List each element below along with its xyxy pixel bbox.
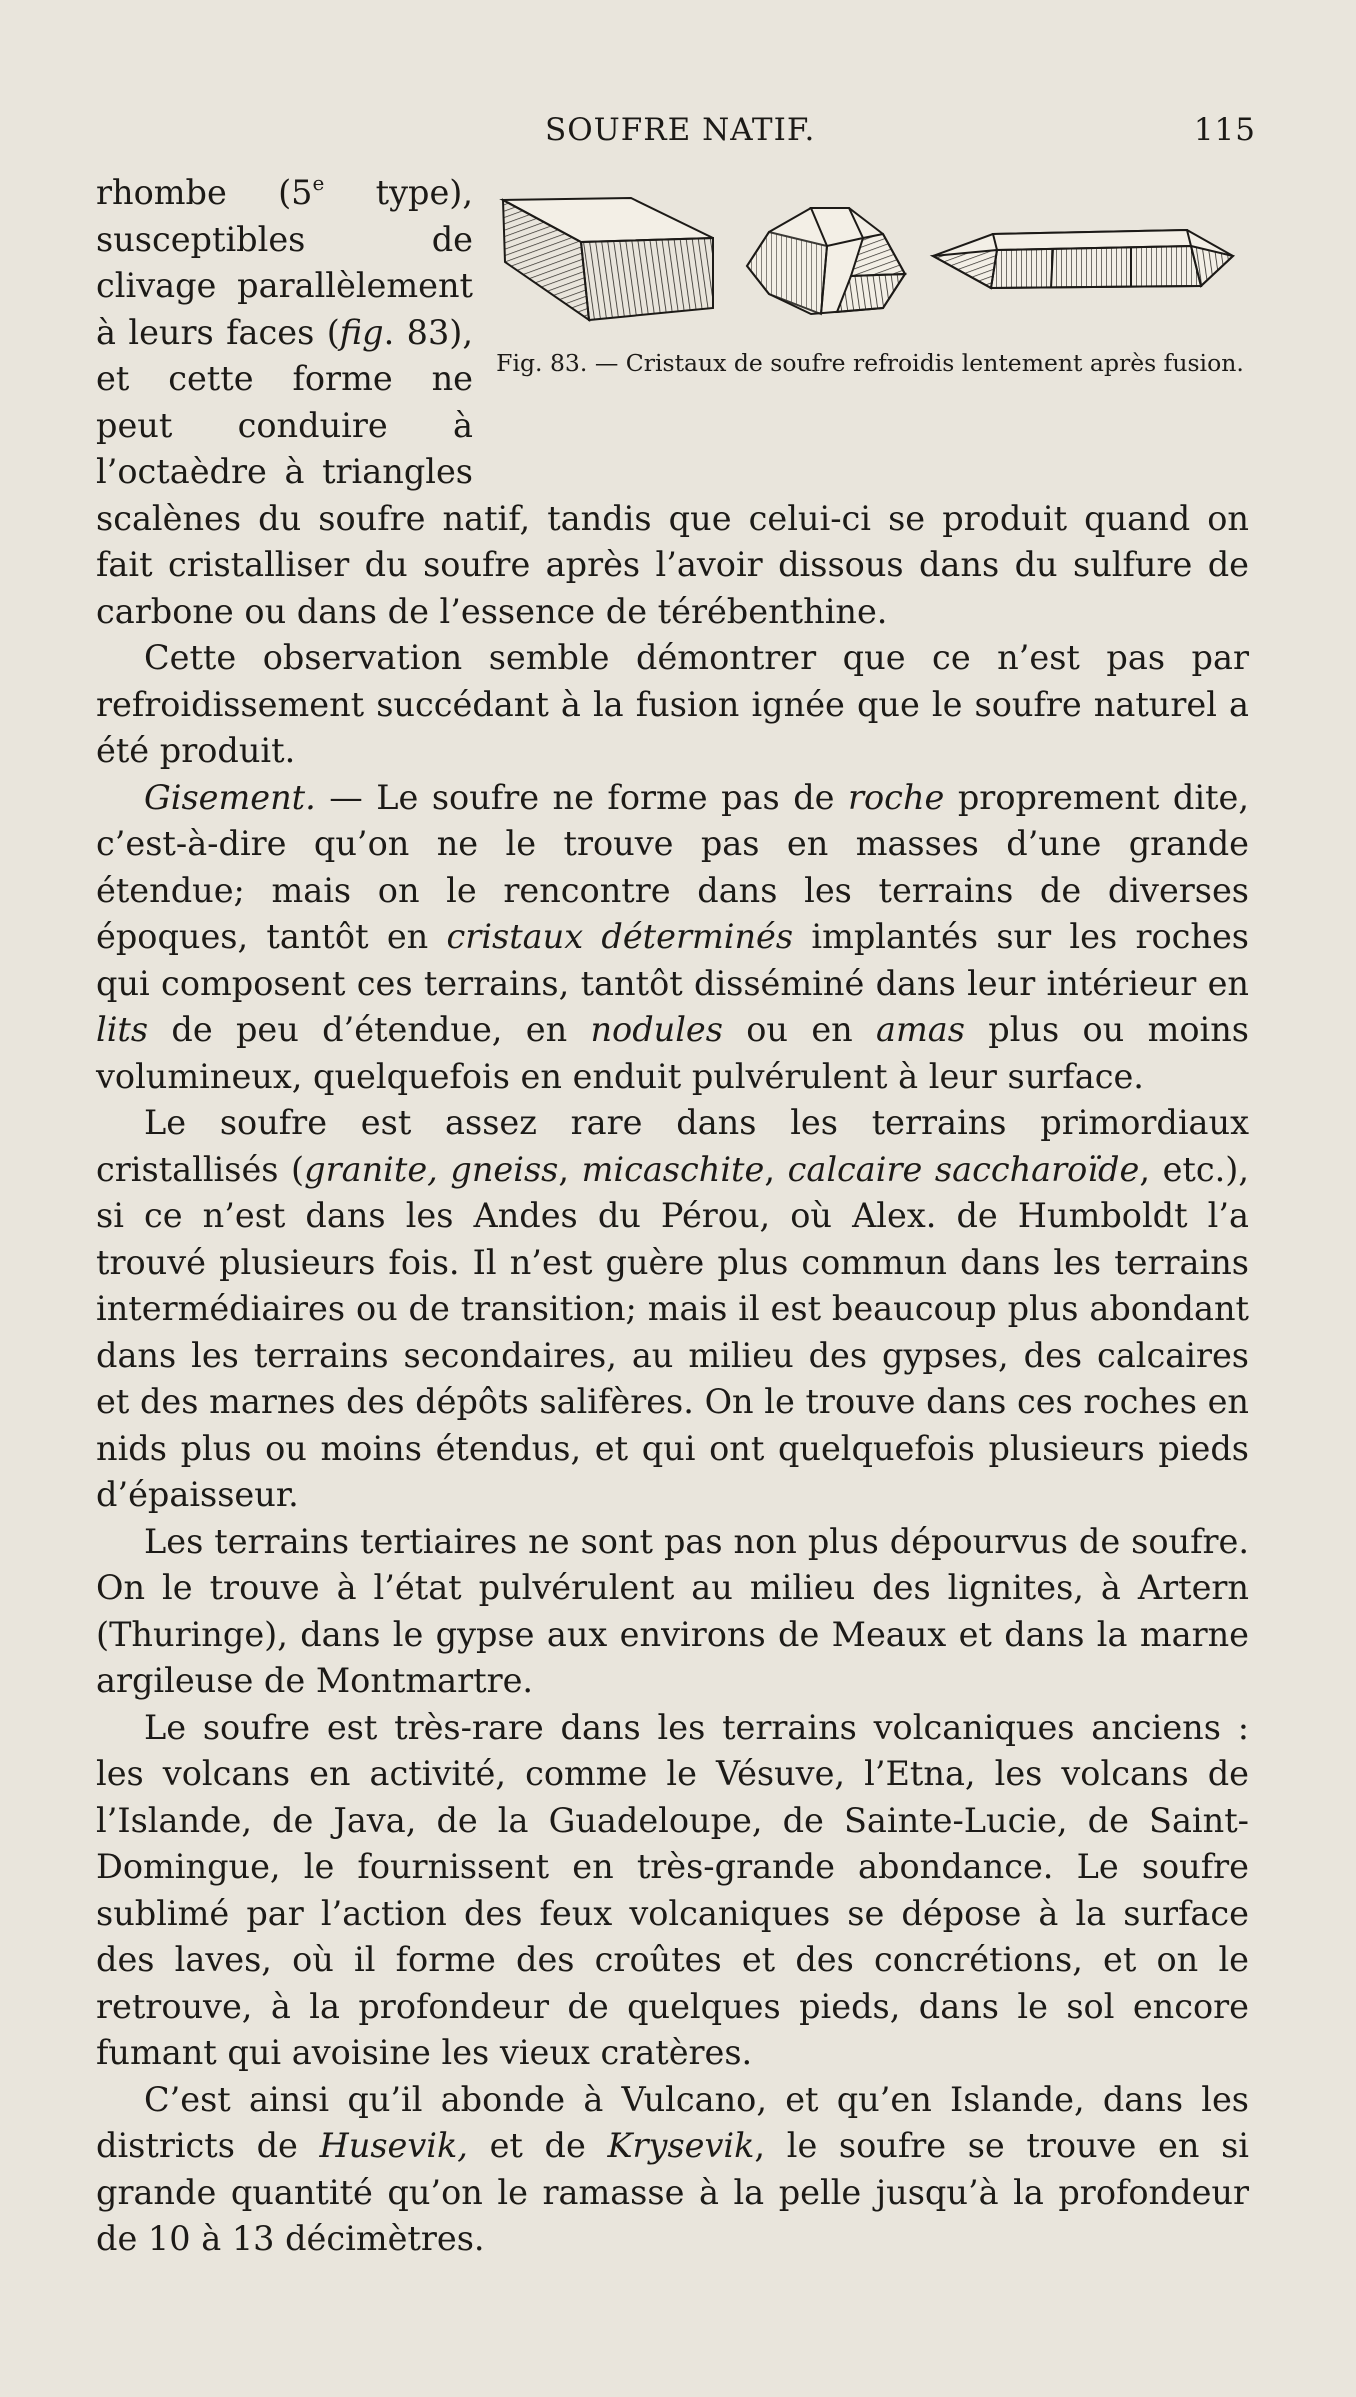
figure-caption: Fig. 83. — Cristaux de soufre refroidis lentement après fusion. <box>496 349 1244 377</box>
text-run: , etc.), si ce n’est dans les Andes du Pérou, où Alex. de Humboldt l’a trouvé plusieurs fois. Il n’est guère plus commun dans les terrains intermédiaires ou de transition; mais il est beaucoup plus abondant dans les terrains secondaires, au milieu des gypses, des calcaires et des marnes des dépôts salifères. On le trouve dans ces roches en nids plus ou moins étendus, et qui ont quelquefois plusieurs pieds d’épaisseur. <box>96 1149 1249 1514</box>
text-run: C’est ainsi qu’il abonde à Vulcano, et qu’en Islande, dans les districts de <box>96 2079 1249 2165</box>
text-run: implantés sur les roches qui composent ces terrains, tantôt disséminé dans leur intérieur en <box>96 917 1249 1003</box>
paragraphs <box>96 170 1249 2263</box>
italic-term: Krysevik <box>607 2126 755 2165</box>
text-run: Les terrains tertiaires ne sont pas non plus dépourvus de soufre. On le trouve à l’état pulvérulent au milieu des lignites, à Artern (Thuringe), dans le gypse aux environs de Meaux et dans la marne argileuse de Montmartre. <box>96 1521 1249 1700</box>
paragraph <box>96 2077 1249 2263</box>
sulfur-crystals-illustration <box>491 190 1249 340</box>
italic-term: cristaux déterminés <box>446 917 794 956</box>
text-run: , <box>558 1149 582 1189</box>
text-run: , le soufre se trouve en si grande quantité qu’on le ramasse à la pelle jusqu’à la profondeur de 10 à 13 décimètres. <box>96 2126 1249 2258</box>
figure-83 <box>491 190 1249 450</box>
italic-term: fig <box>339 312 384 352</box>
paragraph <box>96 1100 1249 1519</box>
text-run: proprement dite, c’est-à-dire qu’on ne le trouve pas en masses d’une grande étendue; mais on le rencontre dans les terrains de diverses époques, tantôt en <box>96 777 1249 956</box>
body-text <box>96 170 1249 2263</box>
text-run: ou en <box>722 1010 877 1049</box>
text-run: — Le soufre ne forme pas de <box>315 777 848 817</box>
paragraph <box>96 635 1249 775</box>
italic-term: calcaire saccharoïde <box>787 1149 1140 1189</box>
italic-term: nodules <box>590 1010 723 1049</box>
italic-term: amas <box>876 1010 965 1049</box>
paragraph <box>96 1705 1249 2077</box>
text-run: type), susceptibles de clivage parallèlement à leurs faces ( <box>96 173 474 352</box>
italic-term: roche <box>848 777 945 817</box>
text-run: Cette observation semble démontrer que ce n’est pas par refroidissement succédant à la fusion ignée que le soufre naturel a été produit. <box>96 638 1249 770</box>
text-run: . 83), et cette forme ne peut conduire à l’octaèdre à triangles scalènes du soufre natif, tandis que celui-ci se produit quand on fait cristalliser du soufre après l’avoir dissous dans du sulfure de carbone ou dans de l’essence de térébenthine. <box>96 312 1249 631</box>
italic-term: Gisement. <box>144 777 316 817</box>
paragraph <box>96 775 1249 1101</box>
text-run: plus ou moins volumineux, quelquefois en enduit pulvérulent à leur surface. <box>96 1010 1249 1096</box>
crystal-1 <box>503 198 713 320</box>
crystal-2 <box>747 208 905 314</box>
paragraph <box>96 1519 1249 1705</box>
text-run: de peu d’étendue, en <box>148 1010 591 1049</box>
text-run: Le soufre est assez rare dans les terrains primordiaux cristallisés ( <box>96 1103 1249 1189</box>
italic-term: granite, gneiss <box>304 1149 559 1189</box>
text-run: rhombe (5 <box>96 173 313 212</box>
italic-term: lits <box>96 1010 149 1049</box>
italic-term: micaschite <box>581 1149 765 1189</box>
superscript: e <box>312 171 325 195</box>
text-run: Le soufre est très-rare dans les terrains volcaniques anciens : les volcans en activité, comme le Vésuve, l’Etna, les volcans de l’Islande, de Java, de la Guadeloupe, de Sainte-Lucie, de Saint-Domingue, le fournissent en très-grande abondance. Le soufre sublimé par l’action des feux volcaniques se dépose à la surface des laves, où il forme des croûtes et des concrétions, et on le retrouve, à la profondeur de quelques pieds, dans le sol encore fumant qui avoisine les vieux cratères. <box>96 1707 1249 2072</box>
running-head-title: SOUFRE NATIF. <box>545 112 816 148</box>
italic-term: Husevik, <box>319 2126 468 2165</box>
text-run: , <box>764 1149 788 1189</box>
crystal-3 <box>933 230 1233 288</box>
page-number: 115 <box>1193 112 1256 148</box>
text-run: et de <box>467 2126 608 2165</box>
